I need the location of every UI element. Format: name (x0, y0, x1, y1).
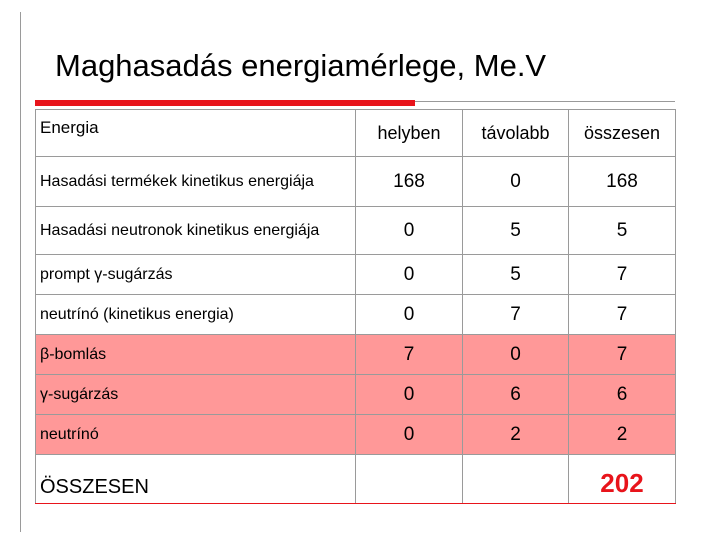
cell-helyben: 168 (356, 157, 463, 207)
table-row-highlighted (36, 415, 676, 455)
total-tavolabb (463, 455, 569, 504)
table-row-highlighted (36, 335, 676, 375)
header-energia: Energia (36, 110, 356, 157)
slide-left-border (20, 12, 21, 532)
total-osszesen (569, 455, 676, 504)
cell-helyben: 7 (356, 335, 463, 375)
cell-tavolabb: 5 (463, 207, 569, 255)
cell-tavolabb: 5 (463, 255, 569, 295)
cell-osszesen: 7 (569, 335, 676, 375)
row-label: γ-sugárzás (36, 375, 356, 415)
header-helyben: helyben (356, 110, 463, 157)
total-value: 202 (600, 468, 644, 498)
total-label: ÖSSZESEN (36, 455, 356, 504)
row-label: Hasadási neutronok kinetikus energiája (36, 207, 356, 255)
cell-osszesen: 7 (569, 295, 676, 335)
header-osszesen: összesen (569, 110, 676, 157)
cell-helyben: 0 (356, 295, 463, 335)
cell-helyben: 0 (356, 207, 463, 255)
cell-osszesen: 2 (569, 415, 676, 455)
table-row-highlighted (36, 375, 676, 415)
cell-osszesen: 6 (569, 375, 676, 415)
cell-tavolabb: 6 (463, 375, 569, 415)
cell-tavolabb: 7 (463, 295, 569, 335)
row-label: Hasadási termékek kinetikus energiája (36, 157, 356, 207)
row-label: prompt γ-sugárzás (36, 255, 356, 295)
page-title: Maghasadás energiamérlege, Me.V (55, 48, 547, 83)
cell-helyben: 0 (356, 415, 463, 455)
table-total-row (36, 455, 676, 504)
table-row (36, 157, 676, 207)
cell-helyben: 0 (356, 375, 463, 415)
table-row (36, 295, 676, 335)
header-tavolabb: távolabb (463, 110, 569, 157)
cell-helyben: 0 (356, 255, 463, 295)
row-label: neutrínó (36, 415, 356, 455)
table-header-row (36, 110, 676, 157)
row-label: β-bomlás (36, 335, 356, 375)
table-row (36, 207, 676, 255)
total-helyben (356, 455, 463, 504)
row-label: neutrínó (kinetikus energia) (36, 295, 356, 335)
cell-tavolabb: 2 (463, 415, 569, 455)
cell-tavolabb: 0 (463, 157, 569, 207)
energy-balance-table (35, 109, 676, 504)
cell-osszesen: 168 (569, 157, 676, 207)
cell-tavolabb: 0 (463, 335, 569, 375)
cell-osszesen: 7 (569, 255, 676, 295)
title-accent-bar (35, 100, 415, 106)
table-row (36, 255, 676, 295)
cell-osszesen: 5 (569, 207, 676, 255)
